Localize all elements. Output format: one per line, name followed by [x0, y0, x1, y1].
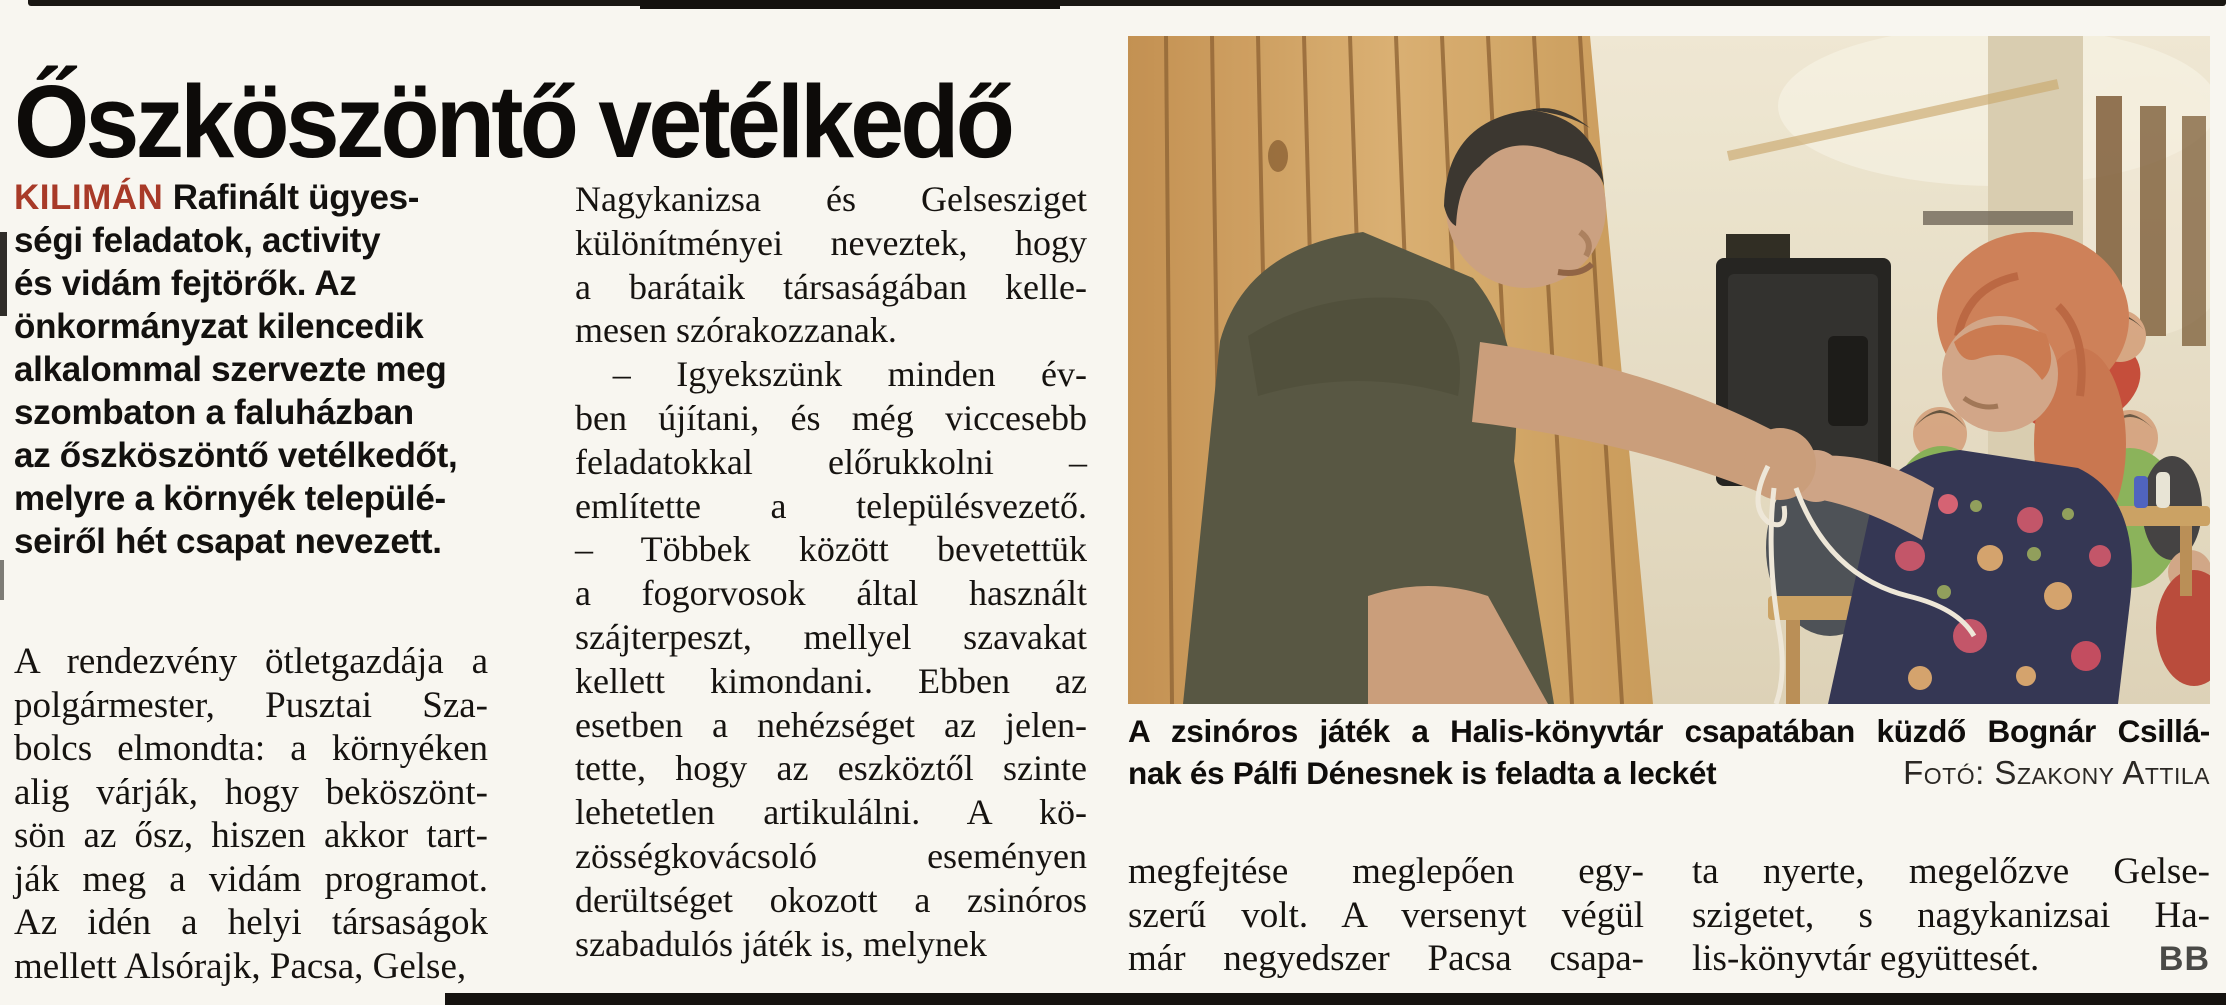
text-line: kellett kimondani. Ebben az — [575, 660, 1087, 701]
caption-line-2: nak és Pálfi Dénesnek is feladta a leckét — [1128, 755, 1717, 791]
text-line: Nagykanizsa és Gelsesziget — [575, 179, 1087, 219]
text-line: melyre a környék települé- — [14, 479, 446, 518]
photo-caption — [1128, 710, 2210, 794]
text-line: ják meg a vidám programot. — [14, 858, 488, 900]
text-line: már negyedszer Pacsa csapa- — [1128, 938, 1644, 979]
text-line: az őszköszöntő vetélkedőt, — [14, 436, 458, 475]
text-line: polgármester, Pusztai Sza- — [14, 684, 488, 726]
text-line: szombaton a faluházban — [14, 393, 414, 432]
lead-paragraph — [14, 176, 486, 563]
text-line: ségi feladatok, activity — [14, 221, 381, 260]
column-3 — [1128, 850, 1644, 981]
text-line: – Többek között bevetettük — [575, 529, 1087, 570]
lead-first-line-text: Rafinált ügyes- — [172, 178, 420, 217]
column-1-body — [14, 640, 488, 988]
text-line: a barátaik társaságában kelle- — [575, 266, 1087, 307]
column-4-last-text: lis-könyvtár együttesét. — [1692, 938, 2040, 979]
text-line: mesen szórakozzanak. — [575, 310, 897, 351]
text-line: alkalommal szervezte meg — [14, 350, 447, 389]
photo-credit: Fotó: Szakony Attila — [1903, 754, 2210, 791]
scan-edge-left — [0, 232, 7, 316]
text-line: alig várják, hogy beköszönt- — [14, 771, 488, 813]
text-line: bolcs elmondta: a környéken — [14, 728, 488, 769]
text-line: A rendezvény ötletgazdája a — [14, 641, 488, 682]
text-line: – Igyekszünk minden év- — [612, 354, 1087, 395]
text-line: említette a településvezető. — [575, 485, 1087, 526]
text-line: zösségkovácsoló eseményen — [575, 835, 1087, 876]
article-headline: Őszköszöntő vetélkedő — [14, 64, 1012, 179]
text-line: feladatokkal előrukkolni – — [575, 441, 1087, 482]
scan-edge-top-thick — [640, 0, 1060, 9]
text-line: Az idén a helyi társaságok — [14, 902, 488, 943]
lead-first-line — [14, 176, 486, 219]
article-photo — [1128, 36, 2210, 704]
text-line: különítményei neveztek, hogy — [575, 222, 1087, 263]
text-line: tette, hogy az eszköztől szinte — [575, 748, 1087, 789]
text-line: szerű volt. A versenyt végül — [1128, 894, 1644, 936]
text-line: mellett Alsórajk, Pacsa, Gelse, — [14, 945, 467, 987]
text-line: a fogorvosok által használt — [575, 573, 1087, 614]
text-line: szabadulós játék is, melynek — [575, 923, 987, 964]
column-4-last-line — [1692, 937, 2210, 982]
scan-edge-top — [28, 0, 2226, 6]
text-line: esetben a nehézséget az jelen- — [575, 704, 1087, 745]
text-line: szigetet, s nagykanizsai Ha- — [1692, 894, 2210, 936]
photo-illustration — [1128, 36, 2210, 704]
text-line: önkormányzat kilencedik — [14, 307, 424, 346]
scan-edge-bottom — [445, 993, 2226, 1005]
text-line: seiről hét csapat nevezett. — [14, 522, 442, 561]
text-line: sön az ősz, hiszen akkor tart- — [14, 815, 488, 856]
text-line: ta nyerte, megelőzve Gelse- — [1692, 851, 2210, 892]
column-2 — [575, 178, 1087, 966]
text-line: lehetetlen artikulálni. A kö- — [575, 792, 1087, 833]
scan-edge-left-small — [0, 560, 4, 600]
column-4-lines — [1692, 850, 2210, 937]
text-line: megfejtése meglepően egy- — [1128, 851, 1644, 892]
column-4 — [1692, 850, 2210, 982]
text-line: szájterpeszt, mellyel szavakat — [575, 616, 1087, 657]
location-kicker: KILIMÁN — [14, 178, 164, 217]
text-line: derültséget okozott a zsinóros — [575, 879, 1087, 920]
caption-line-1: A zsinóros játék a Halis-könyvtár csapatában küzdő Bognár Csillá- — [1128, 713, 2210, 749]
author-byline: BB — [2158, 940, 2210, 978]
lead-lines — [14, 219, 486, 563]
text-line: ben újítani, és még viccesebb — [575, 397, 1087, 438]
text-line: és vidám fejtörők. Az — [14, 264, 357, 303]
